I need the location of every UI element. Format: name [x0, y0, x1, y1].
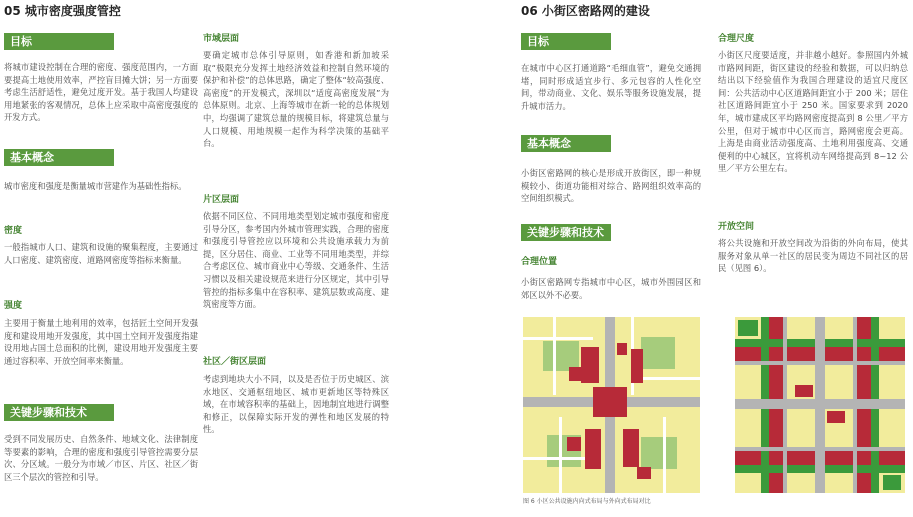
section-basic-left: 基本概念: [4, 149, 114, 166]
open-space-title: 开放空间: [718, 222, 755, 232]
facility: [827, 411, 845, 423]
local-road: [559, 417, 562, 493]
local-road: [523, 337, 593, 340]
section-goal-left: 目标: [4, 33, 114, 50]
section-basic-right: 基本概念: [521, 135, 611, 152]
steps-text-left: 受到不同发展历史、自然条件、地域文化、法律制度等要素的影响，合理的密度和强度引导管控需要分层次、分区域。一般分为市域／市区、片区、社区／街区三个层次的管控和引导。: [4, 434, 198, 482]
section-steps-left: 关键步骤和技术: [4, 404, 114, 421]
density-title: 密度: [4, 226, 23, 236]
park: [641, 337, 675, 369]
section-steps-right: 关键步骤和技术: [521, 224, 611, 241]
block-level-text: 考虑到地块大小不同，以及是否位于历史城区、滨水地区、交通枢纽地区、城市更新地区等特殊区域，在市域容积率的基础上，因地制宜地进行调整和修正，以保障实际开发的弹性和地区发展的特性。: [203, 374, 389, 435]
zone-level-text: 依据不同区位、不同用地类型划定城市强度和密度引导分区，参考国内外城市管理实践，合理的密度和强度引导管控应以环境和公共设施承载力为前提，区分居住、商业、工业等不同用地类型，并综合考虑区位、城市商业中心等级、交通条件、生活习惯以及相关建设规范来进行分区规定，其中引导管控的指标多集中在容积率、建筑层数或高度、建筑密度等方面。: [203, 211, 389, 310]
facility: [623, 429, 639, 467]
local-road: [553, 317, 556, 395]
right-page-header: 06 小街区密路网的建设: [521, 4, 650, 18]
main-road: [815, 317, 825, 493]
facility: [637, 467, 651, 479]
outward-layout-diagram: [735, 317, 905, 493]
inward-layout-diagram: [523, 317, 700, 493]
facility: [631, 349, 643, 383]
intensity-title: 强度: [4, 301, 23, 311]
zone-level-title: 片区层面: [203, 195, 240, 205]
city-level-text: 要确定城市总体引导原则，如香港和新加坡采取“极限充分发挥土地经济效益和控制自然环境的保护和补偿”的总体思路，确定了整体“较高强度、高密度”的开发模式，深圳以“适度高密度发展”为总体原则。北京、上海等城市在新一轮的总体规划中，均强调了建筑总量的规模目标，将建筑总量与人口规模、用地规模一起作为科学决策的基础平台。: [203, 50, 389, 149]
facility: [569, 367, 581, 381]
facility: [581, 347, 599, 383]
block-level-title: 社区／街区层面: [203, 357, 267, 367]
corner-park: [883, 475, 901, 490]
basic-text-left: 城市密度和强度是衡量城市营建作为基础性指标。: [4, 181, 187, 191]
open-space-text: 将公共设施和开放空间改为沿街的外向布局，使其服务对象从单一社区的居民变为周边不同社区的居民（见图 6）。: [718, 238, 908, 274]
section-goal-right: 目标: [521, 33, 611, 50]
left-page-header: 05 城市密度强度管控: [4, 4, 121, 18]
basic-text-right: 小街区密路网的核心是形成开放街区，即一种规模较小、街道功能相对综合、路网组织效率高的空间组织模式。: [521, 168, 701, 204]
facility: [617, 343, 627, 355]
location-title: 合理位置: [521, 257, 558, 267]
figure-caption: 图 6 小区公共设施内向式布局与外向式布局对比: [523, 498, 651, 505]
location-text: 小街区密路网专指城市中心区，城市外围园区和郊区以外不必要。: [521, 277, 701, 300]
park: [543, 341, 579, 371]
scale-title: 合理尺度: [718, 34, 755, 44]
scale-text: 小街区尺度要适度，并非越小越好。参照国内外城市路网间距，街区建设的经验和数据，可以归纳总结出以下经验值作为我国合理建设的适宜尺度区间：公共活动中心区道路间距宜小于 200 米；居住社区道路间距宜小于 250 米。国家要求到 2020 年，城市建成区平均路网密度提高到 8 公里／平方公里，但对于城市中心区而言，路网密度会更高。上海是由商业活动强度高、土地利用强度高、交通便利的中心城区，宜将机动车网络提高到 8~12 公里／平方公里左右。: [718, 50, 908, 174]
facility: [585, 429, 601, 469]
density-text: 一般指城市人口、建筑和设施的聚集程度，主要通过人口密度、建筑密度、道路网密度等指标来衡量。: [4, 242, 198, 265]
intensity-text: 主要用于衡量土地利用的效率，包括匠土空间开发强度和建设用地开发强度，其中国土空间开发强度指建设用地占国土总面积的比例，建设用地开发强度主要通过容积率、开放空间率来衡量。: [4, 318, 198, 366]
local-road: [663, 417, 666, 493]
facility: [795, 385, 813, 397]
facility: [567, 437, 581, 451]
goal-text-left: 将城市建设控制在合理的密度、强度范围内，一方面要提高土地使用效率，严控盲目摊大饼；另一方面要考虑生活舒适性，避免过度开发。基于我国人均建设用地紧张的客观情况，总体上应采取中高密度强度的开发方式。: [4, 62, 198, 123]
goal-text-right: 在城市中心区打通道路“毛细血管”，避免交通拥堵，同时形成适宜步行、多元包容的人性化空间，带动商业、文化、娱乐等服务设施发展，提升城市活力。: [521, 63, 701, 111]
corner-park: [738, 320, 758, 336]
park: [641, 437, 677, 469]
city-level-title: 市域层面: [203, 34, 240, 44]
central-facility: [593, 387, 627, 417]
